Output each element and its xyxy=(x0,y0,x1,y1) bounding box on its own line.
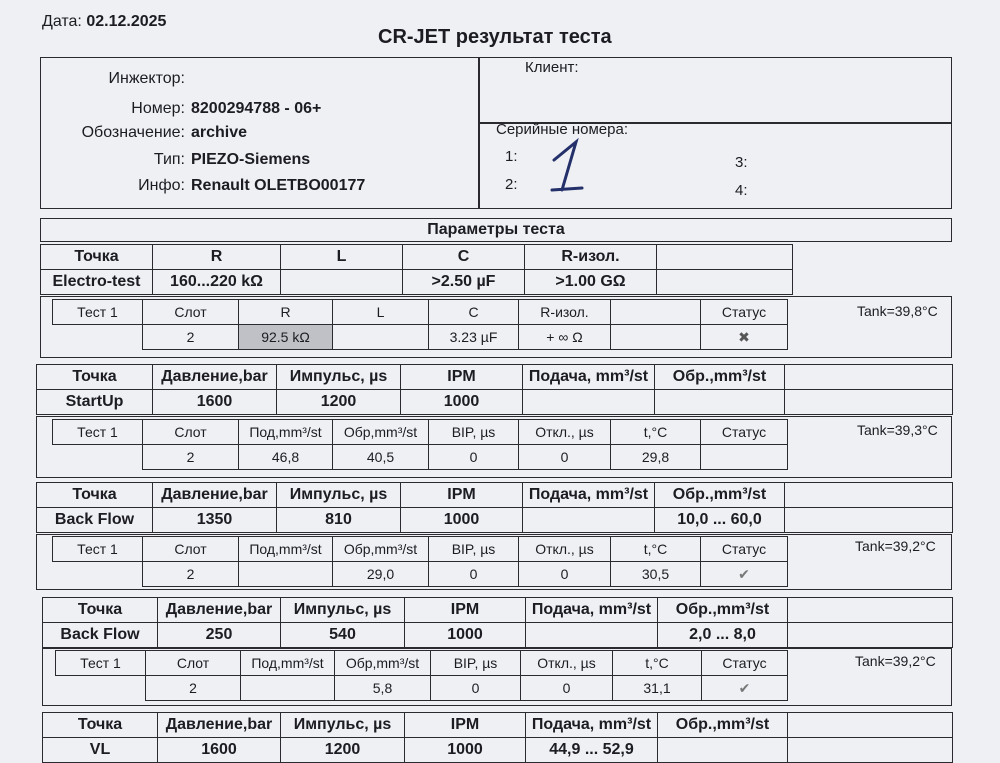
params-head-riso: R-изол. xyxy=(525,245,657,270)
params-row-riso: >1.00 GΩ xyxy=(525,270,657,295)
empty-cell xyxy=(793,245,953,270)
sub-head-empty xyxy=(611,300,701,325)
sub-head-feed: Под,mm³/st xyxy=(239,537,333,562)
head-pressure: Давление,bar xyxy=(158,713,281,738)
sub-row-temp: 29,8 xyxy=(611,445,701,470)
box-divider xyxy=(478,57,480,209)
sub-row-temp: 30,5 xyxy=(611,562,701,587)
params-row-point: Electro-test xyxy=(41,270,153,295)
empty-cell xyxy=(785,508,953,533)
params-row-r: 160...220 kΩ xyxy=(153,270,281,295)
head-feed: Подача, mm³/st xyxy=(523,365,655,390)
params-head-point: Точка xyxy=(41,245,153,270)
serial-4-label: 4: xyxy=(735,182,748,199)
sub-head-r: R xyxy=(239,300,333,325)
type-label: Тип: xyxy=(153,151,185,168)
row-point: VL xyxy=(43,738,158,763)
params-row-c: >2.50 µF xyxy=(403,270,525,295)
sub-head-feed: Под,mm³/st xyxy=(239,420,333,445)
sub-row-return: 29,0 xyxy=(333,562,429,587)
sub-row-return: 40,5 xyxy=(333,445,429,470)
sub-head-test: Тест 1 xyxy=(56,651,146,676)
empty-cell xyxy=(788,738,953,763)
sub-row-test xyxy=(53,562,143,587)
fail-status-icon: ✖ xyxy=(701,325,788,350)
test-main-table xyxy=(36,482,953,533)
row-pulse: 810 xyxy=(277,508,401,533)
sub-head-temp: t,°C xyxy=(613,651,702,676)
injector-label: Инжектор: xyxy=(108,70,185,87)
head-feed: Подача, mm³/st xyxy=(526,713,658,738)
row-feed xyxy=(526,623,658,648)
empty-cell xyxy=(785,483,953,508)
row-pressure: 1600 xyxy=(153,390,277,415)
head-point: Точка xyxy=(37,483,153,508)
serials-label: Серийные номера: xyxy=(496,121,628,138)
params-title: Параметры теста xyxy=(41,219,952,242)
sub-row-return: 5,8 xyxy=(335,676,431,701)
sub-head-status: Статус xyxy=(701,300,788,325)
head-pressure: Давление,bar xyxy=(153,365,277,390)
sub-head-temp: t,°C xyxy=(611,537,701,562)
sub-row-dev: 0 xyxy=(519,445,611,470)
designation-label: Обозначение: xyxy=(81,124,185,141)
sub-row-slot: 2 xyxy=(143,445,239,470)
sub-row-test xyxy=(53,445,143,470)
row-feed xyxy=(523,508,655,533)
head-ipm: IPM xyxy=(405,713,526,738)
date-value: 02.12.2025 xyxy=(86,13,167,30)
sub-head-test: Тест 1 xyxy=(53,420,143,445)
head-return: Обр.,mm³/st xyxy=(655,365,785,390)
sub-head-dev: Откл., µs xyxy=(521,651,613,676)
sub-row-test xyxy=(56,676,146,701)
head-pulse: Импульс, µs xyxy=(281,713,405,738)
row-ipm: 1000 xyxy=(405,738,526,763)
empty-cell xyxy=(788,598,953,623)
sub-row-c: 3.23 µF xyxy=(429,325,519,350)
test-main-table xyxy=(36,364,953,415)
sub-row-feed xyxy=(239,562,333,587)
head-feed: Подача, mm³/st xyxy=(523,483,655,508)
empty-cell xyxy=(657,270,793,295)
empty-cell xyxy=(793,270,953,295)
sub-row-feed xyxy=(241,676,335,701)
head-return: Обр.,mm³/st xyxy=(655,483,785,508)
head-return: Обр.,mm³/st xyxy=(658,598,788,623)
row-pressure: 1600 xyxy=(158,738,281,763)
head-ipm: IPM xyxy=(405,598,526,623)
sub-row-bip: 0 xyxy=(429,445,519,470)
sub-head-status: Статус xyxy=(701,537,788,562)
row-feed xyxy=(523,390,655,415)
sub-row-slot: 2 xyxy=(143,325,239,350)
number-value: 8200294788 - 06+ xyxy=(191,100,322,117)
head-ipm: IPM xyxy=(401,483,523,508)
page-title: CR-JET результат теста xyxy=(378,26,612,48)
sub-row-bip: 0 xyxy=(429,562,519,587)
head-point: Точка xyxy=(43,598,158,623)
row-feed: 44,9 ... 52,9 xyxy=(526,738,658,763)
empty-cell xyxy=(657,245,793,270)
head-return: Обр.,mm³/st xyxy=(658,713,788,738)
sub-row-slot: 2 xyxy=(146,676,241,701)
row-ipm: 1000 xyxy=(401,390,523,415)
sub-row-riso: + ∞ Ω xyxy=(519,325,611,350)
date xyxy=(42,13,166,31)
sub-row-r: 92.5 kΩ xyxy=(239,325,333,350)
head-pressure: Давление,bar xyxy=(153,483,277,508)
row-return: 2,0 ... 8,0 xyxy=(658,623,788,648)
date-label: Дата: xyxy=(42,13,82,30)
sub-head-return: Обр,mm³/st xyxy=(333,420,429,445)
empty-cell xyxy=(788,623,953,648)
tank-temp: Tank=39,3°C xyxy=(857,422,938,438)
sub-row-l xyxy=(333,325,429,350)
sub-head-return: Обр,mm³/st xyxy=(333,537,429,562)
sub-row-test xyxy=(53,325,143,350)
sub-head-dev: Откл., µs xyxy=(519,420,611,445)
head-pulse: Импульс, µs xyxy=(281,598,405,623)
info-value: Renault OLETBO00177 xyxy=(191,177,366,194)
empty-cell xyxy=(785,365,953,390)
params-row-l xyxy=(281,270,403,295)
serial-2-label: 2: xyxy=(505,176,518,193)
row-pressure: 1350 xyxy=(153,508,277,533)
number-label: Номер: xyxy=(131,100,185,117)
sub-head-return: Обр,mm³/st xyxy=(335,651,431,676)
sub-head-test: Тест 1 xyxy=(53,300,143,325)
pass-status-icon: ✔ xyxy=(701,562,788,587)
empty-cell xyxy=(785,390,953,415)
tank-temp: Tank=39,2°C xyxy=(855,653,936,669)
head-pressure: Давление,bar xyxy=(158,598,281,623)
row-return: 10,0 ... 60,0 xyxy=(655,508,785,533)
sub-row-empty xyxy=(611,325,701,350)
sub-head-c: C xyxy=(429,300,519,325)
row-return xyxy=(658,738,788,763)
sub-head-temp: t,°C xyxy=(611,420,701,445)
client-label: Клиент: xyxy=(525,59,579,76)
sub-row-feed: 46,8 xyxy=(239,445,333,470)
head-feed: Подача, mm³/st xyxy=(526,598,658,623)
sub-head-slot: Слот xyxy=(143,537,239,562)
sub-head-bip: BIP, µs xyxy=(429,537,519,562)
serial-3-label: 3: xyxy=(735,154,748,171)
sub-head-status: Статус xyxy=(701,420,788,445)
sub-row-status xyxy=(701,445,788,470)
sub-head-status: Статус xyxy=(702,651,788,676)
sub-row-dev: 0 xyxy=(521,676,613,701)
row-point: StartUp xyxy=(37,390,153,415)
row-return xyxy=(655,390,785,415)
sub-row-bip: 0 xyxy=(431,676,521,701)
tank-temp: Tank=39,8°C xyxy=(857,303,938,319)
head-point: Точка xyxy=(37,365,153,390)
sub-head-slot: Слот xyxy=(143,420,239,445)
sub-row-dev: 0 xyxy=(519,562,611,587)
row-point: Back Flow xyxy=(37,508,153,533)
sub-head-bip: BIP, µs xyxy=(431,651,521,676)
sub-head-slot: Слот xyxy=(146,651,241,676)
sub-head-riso: R-изол. xyxy=(519,300,611,325)
row-ipm: 1000 xyxy=(405,623,526,648)
type-value: PIEZO-Siemens xyxy=(191,151,311,168)
test-sub-table xyxy=(52,419,788,470)
sub-head-bip: BIP, µs xyxy=(429,420,519,445)
tank-temp: Tank=39,2°C xyxy=(855,538,936,554)
empty-cell xyxy=(788,713,953,738)
sub-row-slot: 2 xyxy=(143,562,239,587)
sub-head-l: L xyxy=(333,300,429,325)
params-table xyxy=(40,244,953,295)
test-sub-table xyxy=(52,536,788,587)
params-head-c: C xyxy=(403,245,525,270)
row-pulse: 1200 xyxy=(277,390,401,415)
designation-value: archive xyxy=(191,124,248,141)
row-pulse: 1200 xyxy=(281,738,405,763)
head-pulse: Импульс, µs xyxy=(277,365,401,390)
params-title-table xyxy=(40,218,952,242)
sub-row-temp: 31,1 xyxy=(613,676,702,701)
row-ipm: 1000 xyxy=(401,508,523,533)
params-head-r: R xyxy=(153,245,281,270)
head-pulse: Импульс, µs xyxy=(277,483,401,508)
head-point: Точка xyxy=(43,713,158,738)
pass-status-icon: ✔ xyxy=(702,676,788,701)
params-sub-table xyxy=(52,299,788,350)
sub-head-test: Тест 1 xyxy=(53,537,143,562)
test-main-table xyxy=(42,597,953,648)
row-point: Back Flow xyxy=(43,623,158,648)
sub-head-dev: Откл., µs xyxy=(519,537,611,562)
row-pulse: 540 xyxy=(281,623,405,648)
info-label: Инфо: xyxy=(138,177,185,194)
handwritten-serial-one xyxy=(548,138,588,196)
sub-head-feed: Под,mm³/st xyxy=(241,651,335,676)
sub-head-slot: Слот xyxy=(143,300,239,325)
serial-1-label: 1: xyxy=(505,148,518,165)
params-head-l: L xyxy=(281,245,403,270)
test-main-table xyxy=(42,712,953,763)
head-ipm: IPM xyxy=(401,365,523,390)
test-sub-table xyxy=(55,650,788,701)
row-pressure: 250 xyxy=(158,623,281,648)
